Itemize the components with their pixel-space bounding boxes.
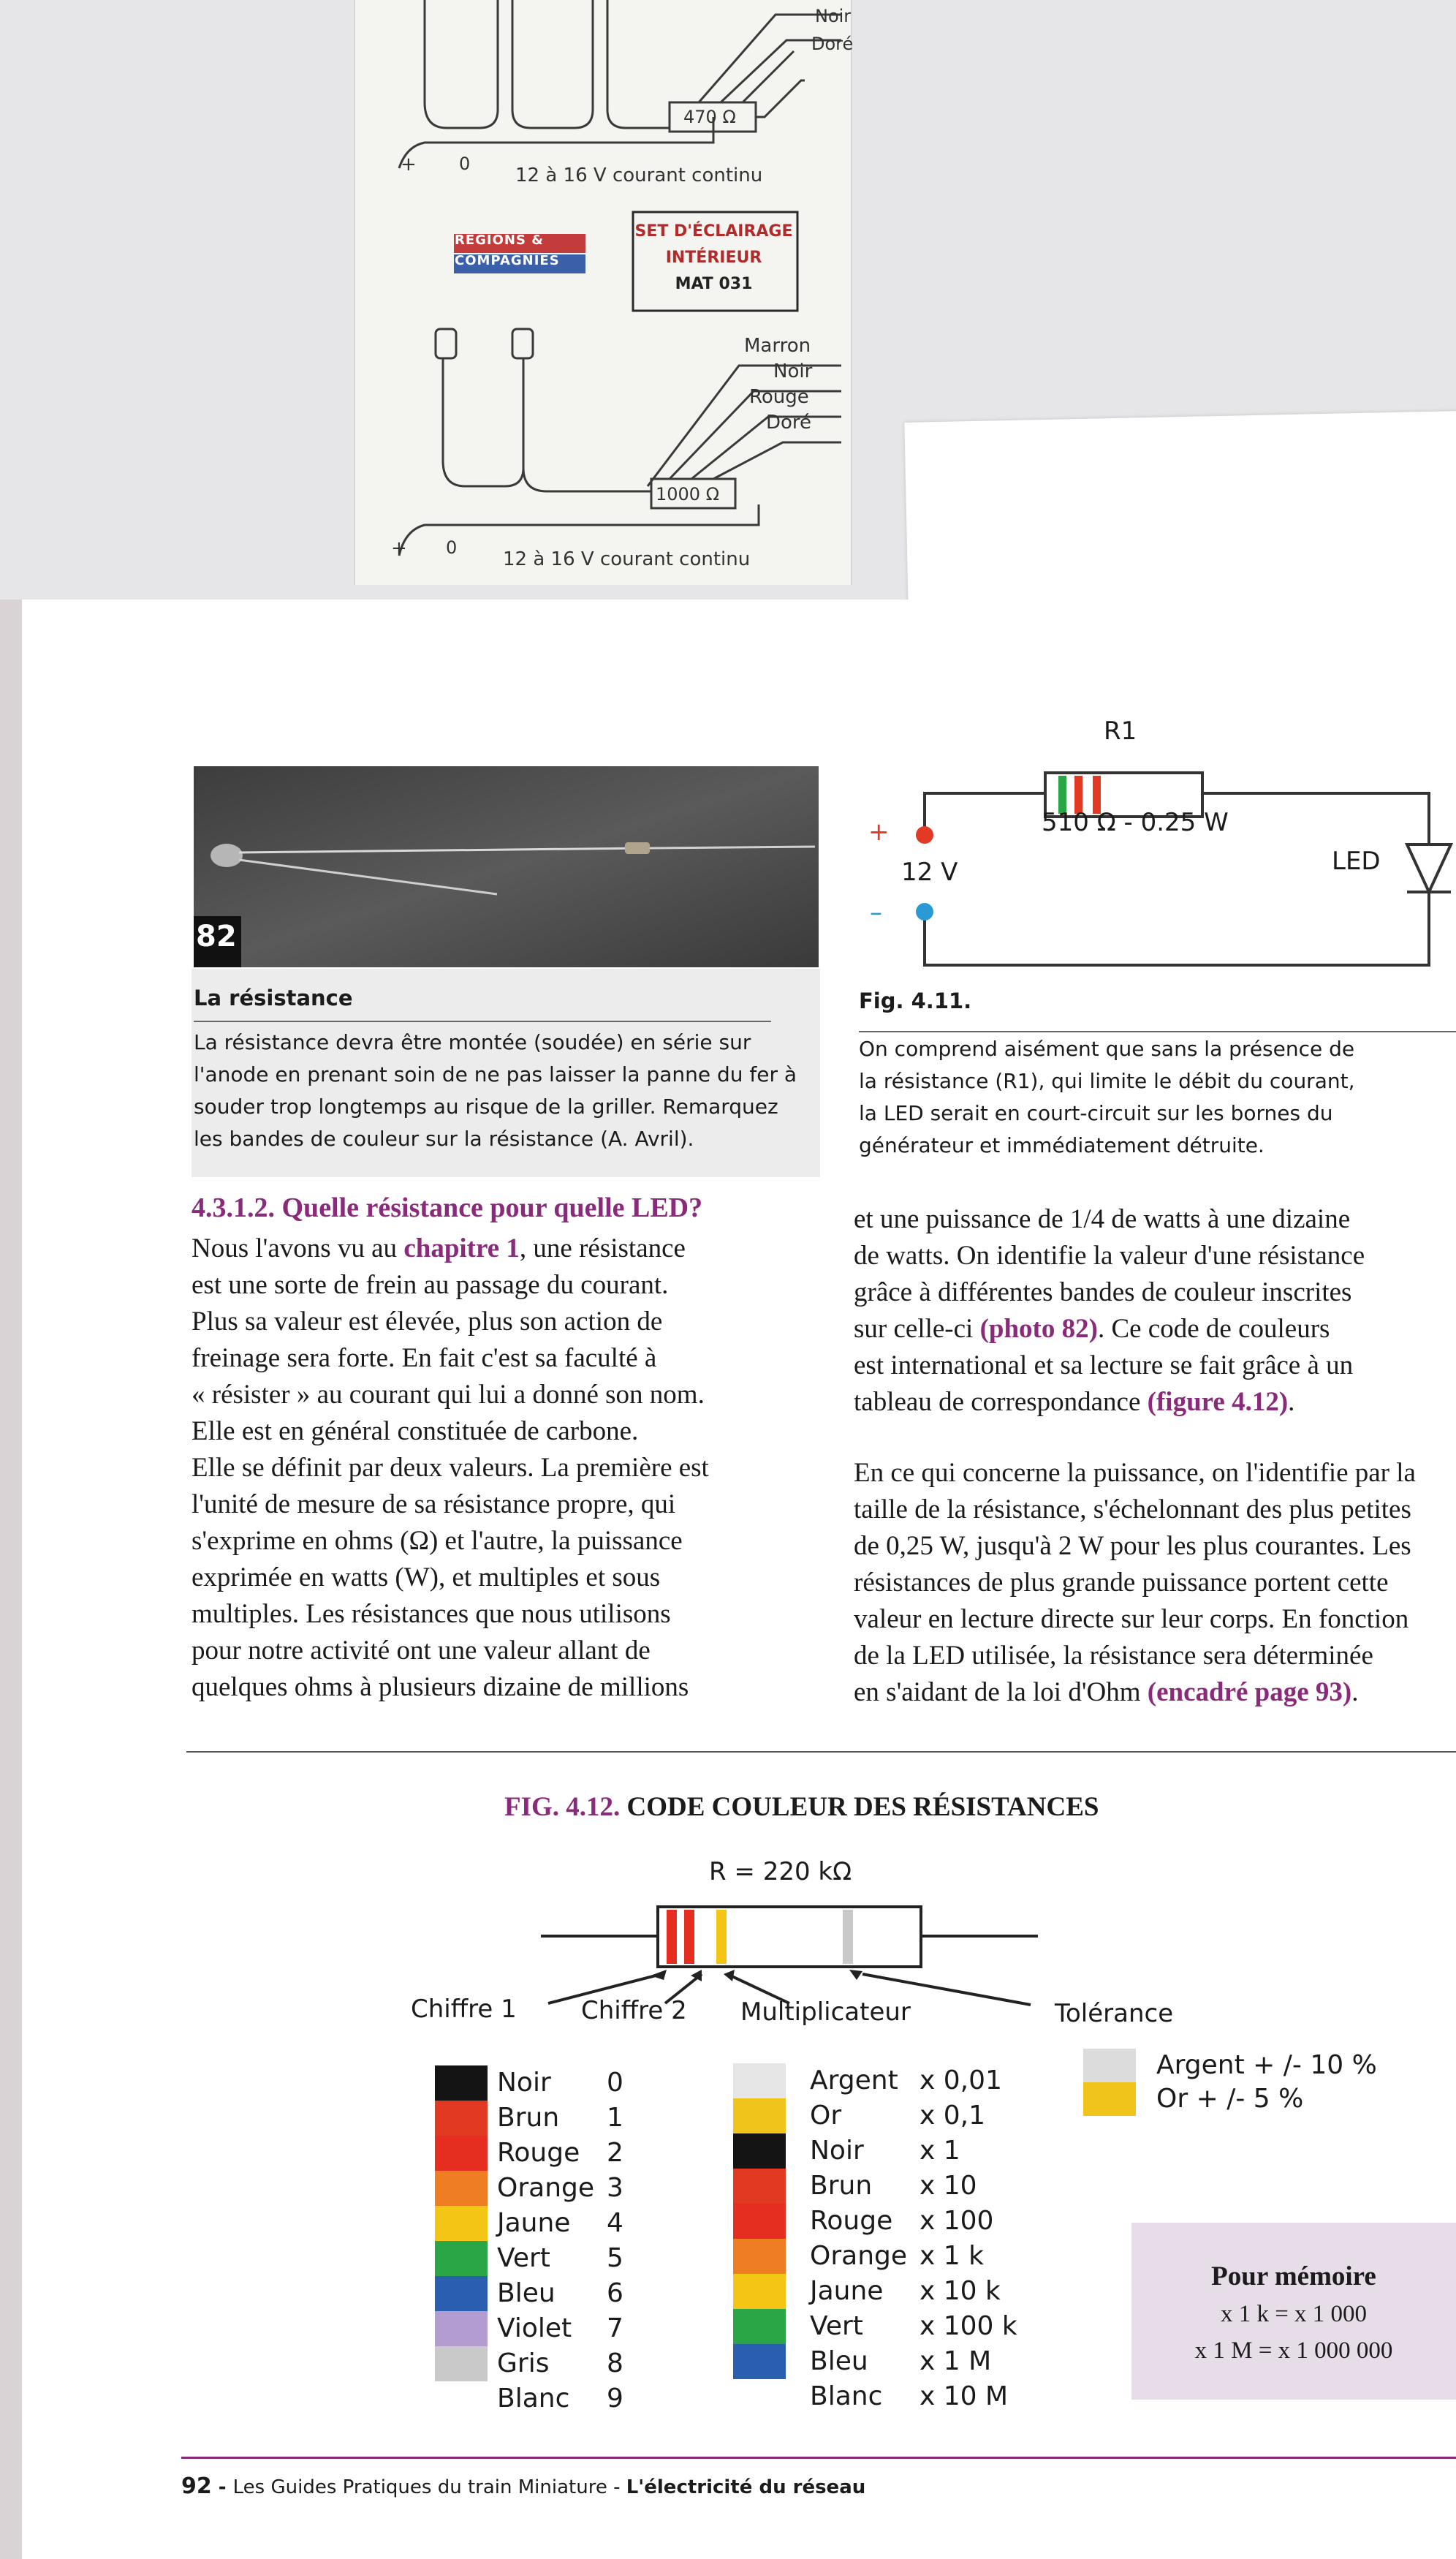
color-row — [435, 2276, 647, 2311]
color-swatch — [733, 2274, 786, 2309]
card-label-dore: Doré — [811, 34, 854, 54]
color-swatch — [435, 2065, 488, 2101]
body-line: sur celle-ci (photo 82). Ce code de couleurs — [854, 1314, 1330, 1344]
color-row — [733, 2239, 1011, 2274]
footer-series: Les Guides Pratiques du train Miniature — [232, 2476, 607, 2498]
color-value: 6 — [607, 2278, 623, 2308]
body-line: « résister » au courant qui lui a donné son nom. — [192, 1380, 705, 1410]
color-name: Or + /- 5 % — [1156, 2084, 1304, 2114]
color-name: Brun — [497, 2103, 560, 2133]
body-line: de 0,25 W, jusqu'à 2 W pour les plus courantes. Les — [854, 1531, 1411, 1561]
color-name: Bleu — [810, 2346, 868, 2376]
card-set-line-3: MAT 031 — [675, 275, 753, 293]
color-value: 1 — [607, 2103, 623, 2133]
label-chiffre-1: Chiffre 1 — [411, 1995, 517, 2024]
photo-caption-line: les bandes de couleur sur la résistance (A. Avril). — [194, 1127, 694, 1151]
body-line: quelques ohms à plusieurs dizaine de millions — [192, 1672, 689, 1702]
fig411-caption-line: générateur et immédiatement détruite. — [859, 1133, 1264, 1157]
color-row — [733, 2204, 1011, 2239]
color-row — [435, 2346, 647, 2381]
multiplier-color-table — [733, 2063, 1017, 2414]
card-set-line-2: INTÉRIEUR — [665, 249, 762, 267]
color-name: Vert — [497, 2243, 550, 2273]
memo-title: Pour mémoire — [1211, 2261, 1376, 2291]
color-swatch — [733, 2239, 786, 2274]
color-value: 3 — [607, 2173, 623, 2203]
card-polarity-zero-top: 0 — [459, 154, 471, 174]
body-line: En ce qui concerne la puissance, on l'identifie par la — [854, 1458, 1416, 1488]
body-line: Elle se définit par deux valeurs. La première est — [192, 1453, 709, 1483]
body-left-column — [192, 1231, 820, 1706]
card-label-dore-2: Doré — [766, 412, 812, 434]
color-name: Argent + /- 10 % — [1156, 2050, 1377, 2080]
body-line: l'unité de mesure de sa résistance propre, qui — [192, 1489, 676, 1519]
card-resistor-top: 470 Ω — [683, 107, 736, 127]
photo-caption-line: l'anode en prenant soin de ne pas laisser la panne du fer à — [194, 1062, 797, 1086]
color-value: 5 — [607, 2243, 623, 2273]
color-name: Noir — [810, 2136, 864, 2166]
color-name: Blanc — [497, 2384, 570, 2414]
fig411-rule — [859, 1031, 1456, 1032]
fig411-title: Fig. 4.11. — [859, 989, 972, 1013]
color-row — [733, 2063, 1011, 2098]
color-row — [733, 2133, 1011, 2169]
color-value: x 0,1 — [920, 2101, 985, 2131]
cross-reference-link[interactable]: (encadré page 93) — [1147, 1677, 1352, 1707]
color-name: Jaune — [497, 2208, 571, 2238]
circuit-r-value: 510 Ω - 0.25 W — [1042, 808, 1229, 837]
body-line: multiples. Les résistances que nous utilisons — [192, 1599, 671, 1629]
label-tolerance: Tolérance — [1055, 1999, 1174, 2028]
caption-rule — [194, 1021, 771, 1022]
color-row — [435, 2136, 647, 2171]
body-line: est une sorte de frein au passage du courant. — [192, 1270, 669, 1300]
body-line: en s'aidant de la loi d'Ohm (encadré page 93). — [854, 1677, 1359, 1707]
body-line: s'exprime en ohms (Ω) et l'autre, la puissance — [192, 1526, 683, 1556]
memo-line-1: x 1 k = x 1 000 — [1220, 2301, 1368, 2327]
color-value: x 10 k — [920, 2276, 1001, 2306]
card-label-marron: Marron — [744, 335, 811, 357]
color-name: Rouge — [810, 2206, 893, 2236]
label-chiffre-2: Chiffre 2 — [581, 1996, 687, 2025]
fig411-caption-line: la LED serait en court-circuit sur les bornes du — [859, 1101, 1333, 1125]
card-logo-line-1: RÉGIONS & — [455, 233, 544, 248]
circuit-plus: + — [868, 817, 890, 847]
color-value: x 1 M — [920, 2346, 992, 2376]
circuit-led-label: LED — [1332, 847, 1381, 876]
footer-dash: - — [211, 2476, 233, 2498]
fig412-r-value: R = 220 kΩ — [709, 1857, 852, 1886]
body-line: de watts. On identifie la valeur d'une résistance — [854, 1241, 1365, 1271]
body-line: résistances de plus grande puissance portent cette — [854, 1568, 1389, 1598]
card-polarity-plus-bottom: + — [391, 537, 407, 559]
color-row — [435, 2065, 647, 2101]
memo-line-2: x 1 M = x 1 000 000 — [1194, 2337, 1393, 2364]
color-swatch — [733, 2379, 786, 2414]
color-name: Noir — [497, 2068, 551, 2098]
color-value: x 100 k — [920, 2311, 1017, 2341]
color-row — [435, 2241, 647, 2276]
card-logo-line-2: COMPAGNIES — [455, 253, 560, 268]
color-swatch — [733, 2344, 786, 2379]
cross-reference-link[interactable]: chapitre 1 — [403, 1233, 520, 1263]
color-swatch — [733, 2063, 786, 2098]
page-number: 92 — [181, 2473, 212, 2499]
footer-subject: L'électricité du réseau — [626, 2476, 866, 2498]
color-swatch — [1083, 2049, 1136, 2082]
fig412-title-rest: CODE COULEUR DES RÉSISTANCES — [620, 1792, 1099, 1822]
card-label-rouge: Rouge — [749, 386, 809, 408]
color-value: 9 — [607, 2384, 623, 2414]
body-line: Elle est en général constituée de carbone. — [192, 1416, 639, 1446]
fig412-title — [504, 1791, 1099, 1823]
color-swatch — [733, 2204, 786, 2239]
card-label-noir-2: Noir — [773, 360, 813, 382]
color-swatch — [435, 2136, 488, 2171]
color-swatch — [435, 2346, 488, 2381]
resistance-photo — [194, 766, 819, 967]
color-swatch — [435, 2171, 488, 2206]
color-row — [733, 2379, 1011, 2414]
color-value: x 0,01 — [920, 2065, 1002, 2095]
color-value: 7 — [607, 2313, 623, 2343]
body-line: exprimée en watts (W), et multiples et sous — [192, 1562, 661, 1592]
photo-number: 82 — [196, 920, 237, 953]
photo-caption-line: souder trop longtemps au risque de la griller. Remarquez — [194, 1095, 778, 1119]
label-multiplicateur: Multiplicateur — [740, 1997, 911, 2027]
led-resistor-image — [194, 766, 819, 967]
card-set-line-1: SET D'ÉCLAIRAGE — [634, 222, 793, 241]
card-polarity-zero-bottom: 0 — [446, 537, 458, 558]
color-value: 0 — [607, 2068, 623, 2098]
body-line: taille de la résistance, s'échelonnant des plus petites — [854, 1494, 1411, 1524]
color-row — [435, 2206, 647, 2241]
paper-fragment — [904, 411, 1456, 613]
color-swatch — [435, 2206, 488, 2241]
body-line: est international et sa lecture se fait grâce à un — [854, 1350, 1354, 1380]
photo-caption-title: La résistance — [194, 986, 353, 1010]
color-value: x 1 k — [920, 2241, 984, 2271]
color-name: Argent — [810, 2065, 898, 2095]
color-swatch — [733, 2098, 786, 2133]
color-swatch — [733, 2309, 786, 2344]
color-name: Orange — [810, 2241, 908, 2271]
color-name: Bleu — [497, 2278, 556, 2308]
color-name: Vert — [810, 2311, 863, 2341]
color-row — [435, 2311, 647, 2346]
card-label-noir: Noir — [815, 6, 852, 26]
color-row — [733, 2309, 1017, 2344]
color-row — [733, 2344, 1011, 2379]
page-footer — [181, 2473, 865, 2499]
color-value: x 10 M — [920, 2381, 1009, 2411]
tolerance-color-table — [1083, 2049, 1405, 2122]
circuit-r-label: R1 — [1104, 717, 1137, 746]
card-supply-top: 12 à 16 V courant continu — [515, 165, 763, 186]
color-swatch — [435, 2276, 488, 2311]
color-swatch — [733, 2169, 786, 2204]
color-value: 4 — [607, 2208, 623, 2238]
color-value: x 100 — [920, 2206, 994, 2236]
color-swatch — [435, 2381, 488, 2416]
color-row — [1083, 2049, 1405, 2082]
color-name: Violet — [497, 2313, 572, 2343]
body-right-column-1 — [854, 1201, 1453, 1421]
color-swatch — [733, 2133, 786, 2169]
cross-reference-link[interactable]: (photo 82) — [979, 1314, 1098, 1344]
body-line: et une puissance de 1/4 de watts à une dizaine — [854, 1204, 1351, 1234]
figure-separator — [186, 1751, 1456, 1753]
body-line: de la LED utilisée, la résistance sera déterminée — [854, 1641, 1373, 1671]
color-swatch — [435, 2241, 488, 2276]
color-name: Brun — [810, 2171, 873, 2201]
fig411-caption-line: On comprend aisément que sans la présence de — [859, 1037, 1355, 1061]
body-line: tableau de correspondance (figure 4.12). — [854, 1387, 1295, 1417]
fig411-caption-line: la résistance (R1), qui limite le débit du courant, — [859, 1069, 1355, 1093]
card-resistor-bottom: 1000 Ω — [656, 484, 720, 504]
footer-dash-2: - — [607, 2476, 626, 2498]
photo-caption-line: La résistance devra être montée (soudée) en série sur — [194, 1030, 751, 1054]
color-value: 8 — [607, 2348, 623, 2378]
circuit-voltage: 12 V — [901, 858, 958, 887]
section-heading: 4.3.1.2. Quelle résistance pour quelle LED? — [192, 1192, 703, 1223]
color-row — [1083, 2082, 1405, 2116]
color-swatch — [1083, 2082, 1136, 2116]
fig412-title-prefix: FIG. 4.12. — [504, 1792, 621, 1822]
color-row — [733, 2169, 1011, 2204]
body-right-column-2 — [854, 1455, 1456, 1711]
body-line: Nous l'avons vu au chapitre 1, une résistance — [192, 1233, 686, 1263]
color-row — [435, 2101, 647, 2136]
color-name: Jaune — [810, 2276, 884, 2306]
color-name: Blanc — [810, 2381, 883, 2411]
body-line: pour notre activité ont une valeur allant de — [192, 1636, 651, 1666]
color-swatch — [435, 2101, 488, 2136]
body-line: grâce à différentes bandes de couleur inscrites — [854, 1277, 1352, 1307]
card-supply-bottom: 12 à 16 V courant continu — [503, 548, 751, 570]
body-line: freinage sera forte. En fait c'est sa faculté à — [192, 1343, 657, 1373]
color-row — [733, 2098, 1011, 2133]
cross-reference-link[interactable]: (figure 4.12) — [1147, 1387, 1289, 1417]
color-row — [435, 2381, 647, 2416]
color-name: Gris — [497, 2348, 550, 2378]
color-value: x 1 — [920, 2136, 960, 2166]
color-value: 2 — [607, 2138, 623, 2168]
digits-color-table — [435, 2065, 647, 2416]
body-line: valeur en lecture directe sur leur corps. En fonction — [854, 1604, 1409, 1634]
color-row — [435, 2171, 647, 2206]
footer-rule — [181, 2457, 1456, 2459]
body-line: Plus sa valeur est élevée, plus son action de — [192, 1307, 663, 1337]
circuit-minus: – — [870, 898, 882, 927]
color-row — [733, 2274, 1011, 2309]
color-name: Rouge — [497, 2138, 580, 2168]
color-name: Orange — [497, 2173, 595, 2203]
color-value: x 10 — [920, 2171, 977, 2201]
color-name: Or — [810, 2101, 842, 2131]
card-polarity-plus-top: + — [401, 154, 417, 175]
color-swatch — [435, 2311, 488, 2346]
